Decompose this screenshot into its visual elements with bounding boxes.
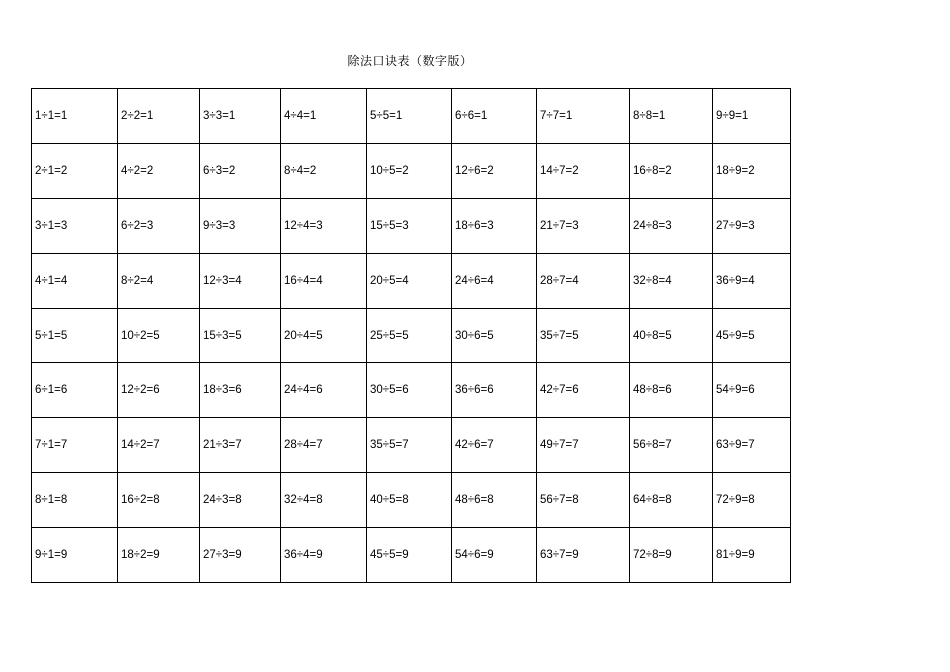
table-cell: 12÷6=2 xyxy=(452,143,537,198)
table-cell: 30÷6=5 xyxy=(452,308,537,363)
table-cell: 24÷3=8 xyxy=(200,473,281,528)
table-cell: 45÷9=5 xyxy=(713,308,791,363)
table-cell: 64÷8=8 xyxy=(630,473,713,528)
table-cell: 6÷1=6 xyxy=(32,363,118,418)
table-cell: 18÷2=9 xyxy=(118,528,200,583)
table-cell: 14÷7=2 xyxy=(537,143,630,198)
table-cell: 3÷1=3 xyxy=(32,198,118,253)
table-row xyxy=(32,418,791,473)
table-cell: 15÷3=5 xyxy=(200,308,281,363)
table-cell: 27÷3=9 xyxy=(200,528,281,583)
table-cell: 36÷6=6 xyxy=(452,363,537,418)
table-row xyxy=(32,253,791,308)
table-cell: 35÷7=5 xyxy=(537,308,630,363)
table-cell: 49÷7=7 xyxy=(537,418,630,473)
table-cell: 72÷9=8 xyxy=(713,473,791,528)
table-cell: 12÷4=3 xyxy=(281,198,367,253)
table-cell: 1÷1=1 xyxy=(32,89,118,144)
table-cell: 32÷4=8 xyxy=(281,473,367,528)
table-cell: 4÷4=1 xyxy=(281,89,367,144)
table-cell: 9÷3=3 xyxy=(200,198,281,253)
table-cell: 27÷9=3 xyxy=(713,198,791,253)
table-row xyxy=(32,89,791,144)
table-cell: 35÷5=7 xyxy=(367,418,452,473)
table-cell: 7÷7=1 xyxy=(537,89,630,144)
table-cell: 4÷2=2 xyxy=(118,143,200,198)
table-cell: 56÷8=7 xyxy=(630,418,713,473)
table-cell: 8÷4=2 xyxy=(281,143,367,198)
table-cell: 16÷8=2 xyxy=(630,143,713,198)
table-cell: 16÷2=8 xyxy=(118,473,200,528)
table-cell: 2÷2=1 xyxy=(118,89,200,144)
table-cell: 48÷6=8 xyxy=(452,473,537,528)
table-row xyxy=(32,198,791,253)
table-cell: 63÷7=9 xyxy=(537,528,630,583)
table-cell: 20÷5=4 xyxy=(367,253,452,308)
table-cell: 7÷1=7 xyxy=(32,418,118,473)
table-row xyxy=(32,528,791,583)
table-cell: 18÷9=2 xyxy=(713,143,791,198)
table-cell: 4÷1=4 xyxy=(32,253,118,308)
table-cell: 5÷5=1 xyxy=(367,89,452,144)
table-cell: 36÷9=4 xyxy=(713,253,791,308)
table-cell: 20÷4=5 xyxy=(281,308,367,363)
table-cell: 63÷9=7 xyxy=(713,418,791,473)
table-cell: 25÷5=5 xyxy=(367,308,452,363)
table-row xyxy=(32,143,791,198)
table-cell: 56÷7=8 xyxy=(537,473,630,528)
table-cell: 18÷6=3 xyxy=(452,198,537,253)
table-cell: 6÷2=3 xyxy=(118,198,200,253)
table-body xyxy=(32,89,791,583)
table-cell: 6÷6=1 xyxy=(452,89,537,144)
table-row xyxy=(32,363,791,418)
table-cell: 16÷4=4 xyxy=(281,253,367,308)
table-cell: 32÷8=4 xyxy=(630,253,713,308)
table-cell: 28÷7=4 xyxy=(537,253,630,308)
table-cell: 12÷2=6 xyxy=(118,363,200,418)
table-cell: 24÷8=3 xyxy=(630,198,713,253)
table-cell: 6÷3=2 xyxy=(200,143,281,198)
table-cell: 9÷1=9 xyxy=(32,528,118,583)
table-cell: 8÷8=1 xyxy=(630,89,713,144)
table-cell: 24÷6=4 xyxy=(452,253,537,308)
table-cell: 54÷6=9 xyxy=(452,528,537,583)
table-cell: 10÷5=2 xyxy=(367,143,452,198)
table-cell: 3÷3=1 xyxy=(200,89,281,144)
table-cell: 45÷5=9 xyxy=(367,528,452,583)
table-cell: 21÷3=7 xyxy=(200,418,281,473)
table-row xyxy=(32,473,791,528)
table-cell: 2÷1=2 xyxy=(32,143,118,198)
table-cell: 54÷9=6 xyxy=(713,363,791,418)
table-cell: 5÷1=5 xyxy=(32,308,118,363)
table-cell: 8÷1=8 xyxy=(32,473,118,528)
table-cell: 48÷8=6 xyxy=(630,363,713,418)
table-cell: 14÷2=7 xyxy=(118,418,200,473)
table-cell: 12÷3=4 xyxy=(200,253,281,308)
division-table xyxy=(31,88,791,583)
table-cell: 72÷8=9 xyxy=(630,528,713,583)
table-cell: 9÷9=1 xyxy=(713,89,791,144)
table-cell: 21÷7=3 xyxy=(537,198,630,253)
table-cell: 42÷6=7 xyxy=(452,418,537,473)
table-cell: 28÷4=7 xyxy=(281,418,367,473)
table-row xyxy=(32,308,791,363)
table-cell: 81÷9=9 xyxy=(713,528,791,583)
table-cell: 36÷4=9 xyxy=(281,528,367,583)
table-cell: 40÷5=8 xyxy=(367,473,452,528)
table-cell: 18÷3=6 xyxy=(200,363,281,418)
table-cell: 10÷2=5 xyxy=(118,308,200,363)
table-cell: 15÷5=3 xyxy=(367,198,452,253)
table-cell: 42÷7=6 xyxy=(537,363,630,418)
table-cell: 8÷2=4 xyxy=(118,253,200,308)
table-cell: 40÷8=5 xyxy=(630,308,713,363)
table-cell: 30÷5=6 xyxy=(367,363,452,418)
table-cell: 24÷4=6 xyxy=(281,363,367,418)
page-title: 除法口诀表（数字版） xyxy=(347,54,473,68)
